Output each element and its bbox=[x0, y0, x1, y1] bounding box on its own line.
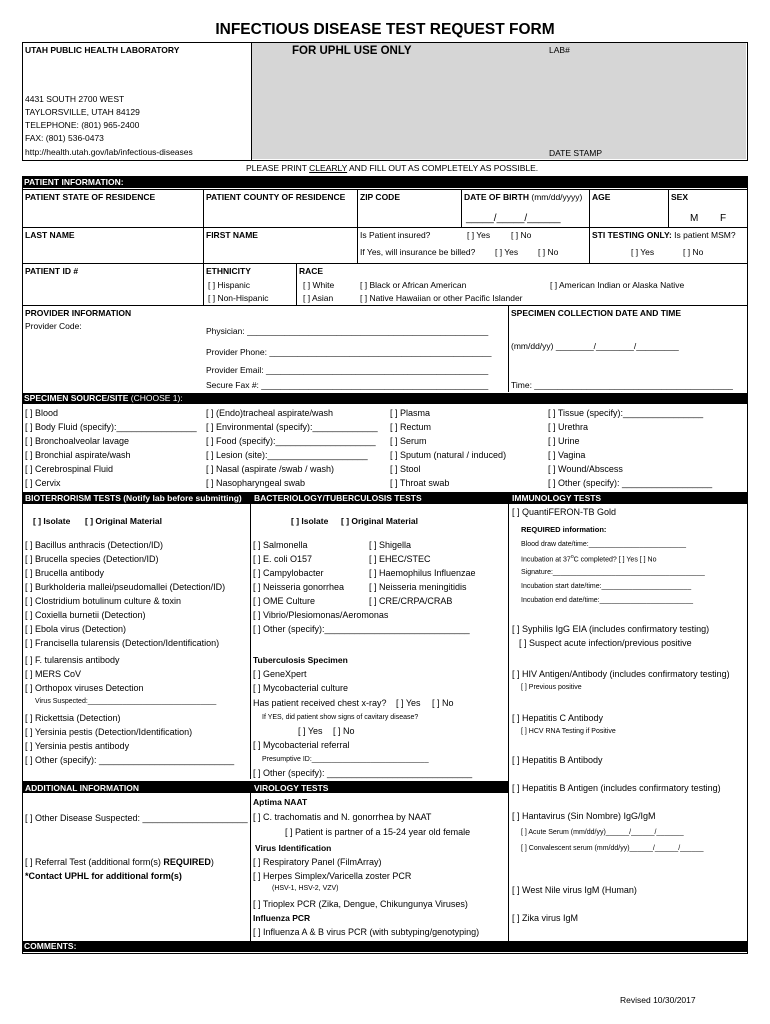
uphl-use-only: FOR UPHL USE ONLY bbox=[292, 45, 412, 57]
race-hawaiian[interactable]: [ ] Native Hawaiian or other Pacific Islander bbox=[360, 293, 523, 303]
bacteriology-header: BACTERIOLOGY/TUBERCULOSIS TESTS bbox=[254, 493, 422, 503]
race-label: RACE bbox=[299, 266, 324, 276]
bact-ecoli[interactable]: [ ] E. coli O157 bbox=[253, 554, 313, 564]
immuno-hepb-antigen[interactable]: [ ] Hepatitis B Antigen (includes confirmatory testing) bbox=[512, 783, 721, 793]
source-food[interactable]: [ ] Food (specify):____________________ bbox=[206, 436, 376, 446]
immuno-incubation[interactable]: Incubation at 37$^o$C completed? [ ] Yes [ ] No bbox=[521, 554, 657, 564]
bact-salmonella[interactable]: [ ] Salmonella bbox=[253, 540, 308, 550]
msm-yes[interactable]: [ ] Yes bbox=[631, 247, 655, 257]
dob-field[interactable]: _____/_____/______ bbox=[466, 213, 561, 224]
virology-herpes[interactable]: [ ] Herpes Simplex/Varicella zoster PCR bbox=[253, 871, 412, 881]
source-csf[interactable]: [ ] Cerebrospinal Fluid bbox=[25, 464, 114, 474]
ethnicity-label: ETHNICITY bbox=[206, 266, 251, 276]
dob-label: DATE OF BIRTH (mm/dd/yyyy) bbox=[464, 192, 583, 202]
source-urine[interactable]: [ ] Urine bbox=[548, 436, 580, 446]
secure-fax-field[interactable]: Secure Fax #: ________________________________________________ bbox=[206, 380, 489, 390]
bio-yersinia[interactable]: [ ] Yersinia pestis (Detection/Identification) bbox=[25, 727, 193, 737]
lab-telephone: TELEPHONE: (801) 965-2400 bbox=[25, 120, 140, 130]
source-plasma[interactable]: [ ] Plasma bbox=[390, 408, 431, 418]
virology-header: VIROLOGY TESTS bbox=[254, 783, 329, 793]
bio-burkholderia[interactable]: [ ] Burkholderia mallei/pseudomallei (Detection/ID) bbox=[25, 582, 226, 592]
comments-area[interactable] bbox=[22, 953, 746, 957]
bact-other[interactable]: [ ] Other (specify):_____________________________ bbox=[253, 624, 470, 634]
bact-ehec[interactable]: [ ] EHEC/STEC bbox=[369, 554, 431, 564]
bio-ebola[interactable]: [ ] Ebola virus (Detection) bbox=[25, 624, 127, 634]
bact-haemophilus[interactable]: [ ] Haemophilus Influenzae bbox=[369, 568, 476, 578]
immuno-quantiferon[interactable]: [ ] QuantiFERON-TB Gold bbox=[512, 507, 617, 517]
xray-question: Has patient received chest x-ray? bbox=[253, 698, 387, 708]
tb-other[interactable]: [ ] Other (specify): _____________________________ bbox=[253, 768, 473, 778]
immuno-hepc[interactable]: [ ] Hepatitis C Antibody bbox=[512, 713, 604, 723]
sex-label: SEX bbox=[671, 192, 689, 202]
last-name-label: LAST NAME bbox=[25, 230, 75, 240]
bact-isolate[interactable]: [ ] Isolate bbox=[291, 516, 329, 526]
race-white[interactable]: [ ] White bbox=[303, 280, 335, 290]
lab-url[interactable]: http://health.utah.gov/lab/infectious-diseases bbox=[25, 147, 193, 157]
bio-rickettsia[interactable]: [ ] Rickettsia (Detection) bbox=[25, 713, 121, 723]
provider-info-label: PROVIDER INFORMATION bbox=[25, 308, 132, 318]
bact-shigella[interactable]: [ ] Shigella bbox=[369, 540, 412, 550]
immuno-syphilis[interactable]: [ ] Syphilis IgG EIA (includes confirmatory testing) bbox=[512, 624, 710, 634]
source-serum[interactable]: [ ] Serum bbox=[390, 436, 427, 446]
source-tracheal[interactable]: [ ] (Endo)tracheal aspirate/wash bbox=[206, 408, 334, 418]
immuno-acute-serum[interactable]: [ ] Acute Serum (mm/dd/yy)______/______/_______ bbox=[521, 829, 684, 836]
virology-ct-ng[interactable]: [ ] C. trachomatis and N. gonorrhea by NAAT bbox=[253, 812, 432, 822]
first-name-label: FIRST NAME bbox=[206, 230, 258, 240]
referral-test[interactable]: [ ] Referral Test (additional form(s) REQUIRED) bbox=[25, 857, 214, 867]
bact-original-material[interactable]: [ ] Original Material bbox=[341, 516, 418, 526]
immuno-blood-draw[interactable]: Blood draw date/time:_________________________ bbox=[521, 541, 687, 548]
bio-original-material[interactable]: [ ] Original Material bbox=[85, 516, 162, 526]
print-instruction: PLEASE PRINT CLEARLY AND FILL OUT AS COMPLETELY AS POSSIBLE. bbox=[246, 163, 539, 173]
specimen-source-header: SPECIMEN SOURCE/SITE (CHOOSE 1): bbox=[22, 393, 748, 404]
immuno-inc-start[interactable]: Incubation start date/time:_______________________ bbox=[521, 583, 692, 590]
collection-date-label: SPECIMEN COLLECTION DATE AND TIME bbox=[511, 308, 681, 318]
source-stool[interactable]: [ ] Stool bbox=[390, 464, 421, 474]
tb-myco-culture[interactable]: [ ] Mycobacterial culture bbox=[253, 683, 349, 693]
bio-virus-suspected[interactable]: Virus Suspected:_________________________________ bbox=[35, 698, 217, 705]
form-title: INFECTIOUS DISEASE TEST REQUEST FORM bbox=[215, 21, 555, 38]
sex-male-option[interactable]: M bbox=[690, 213, 699, 224]
race-black[interactable]: [ ] Black or African American bbox=[360, 280, 467, 290]
tb-header: Tuberculosis Specimen bbox=[253, 655, 348, 665]
sti-msm-question: STI TESTING ONLY: Is patient MSM? bbox=[592, 230, 736, 240]
lab-address1: 4431 SOUTH 2700 WEST bbox=[25, 94, 125, 104]
uphl-use-area bbox=[252, 43, 746, 159]
immuno-inc-end[interactable]: Incubation end date/time:________________________ bbox=[521, 597, 694, 604]
billed-no[interactable]: [ ] No bbox=[538, 247, 559, 257]
ethnicity-hispanic[interactable]: [ ] Hispanic bbox=[208, 280, 251, 290]
billed-question: If Yes, will insurance be billed? bbox=[360, 247, 476, 257]
patient-id-label: PATIENT ID # bbox=[25, 266, 79, 276]
msm-no[interactable]: [ ] No bbox=[683, 247, 704, 257]
provider-code-label: Provider Code: bbox=[25, 321, 82, 331]
virology-trioplex[interactable]: [ ] Trioplex PCR (Zika, Dengue, Chikungunya Viruses) bbox=[253, 899, 468, 909]
other-disease-suspected[interactable]: [ ] Other Disease Suspected: _____________________ bbox=[25, 813, 248, 823]
source-rectum[interactable]: [ ] Rectum bbox=[390, 422, 432, 432]
lab-address2: TAYLORSVILLE, UTAH 84129 bbox=[25, 107, 140, 117]
aptima-header: Aptima NAAT bbox=[253, 797, 308, 807]
influenza-header: Influenza PCR bbox=[253, 913, 311, 923]
immuno-hcv-rna[interactable]: [ ] HCV RNA Testing if Positive bbox=[521, 728, 616, 735]
immuno-west-nile[interactable]: [ ] West Nile virus IgM (Human) bbox=[512, 885, 637, 895]
xray-yes[interactable]: [ ] Yes bbox=[396, 698, 421, 708]
immunology-header: IMMUNOLOGY TESTS bbox=[512, 493, 602, 503]
collection-date-field[interactable]: (mm/dd/yy) ________/________/_________ bbox=[511, 341, 679, 351]
source-urethra[interactable]: [ ] Urethra bbox=[548, 422, 589, 432]
additional-info-header: ADDITIONAL INFORMATION bbox=[25, 783, 139, 793]
virology-respiratory[interactable]: [ ] Respiratory Panel (FilmArray) bbox=[253, 857, 382, 867]
virology-influenza[interactable]: [ ] Influenza A & B virus PCR (with subtyping/genotyping) bbox=[253, 927, 480, 937]
immuno-convalescent-serum[interactable]: [ ] Convalescent serum (mm/dd/yy)______/______/______ bbox=[521, 845, 704, 852]
source-tissue[interactable]: [ ] Tissue (specify):________________ bbox=[548, 408, 704, 418]
virology-partner[interactable]: [ ] Patient is partner of a 15-24 year old female bbox=[285, 827, 471, 837]
virology-hsv-note: (HSV-1, HSV-2, VZV) bbox=[272, 885, 339, 892]
insured-yes[interactable]: [ ] Yes bbox=[467, 230, 491, 240]
bio-botulinum[interactable]: [ ] Clostridium botulinum culture & toxin bbox=[25, 596, 182, 606]
bact-vibrio[interactable]: [ ] Vibrio/Plesiomonas/Aeromonas bbox=[253, 610, 389, 620]
bio-isolate[interactable]: [ ] Isolate bbox=[33, 516, 71, 526]
source-sputum[interactable]: [ ] Sputum (natural / induced) bbox=[390, 450, 507, 460]
source-environmental[interactable]: [ ] Environmental (specify):_____________ bbox=[206, 422, 378, 432]
immuno-zika[interactable]: [ ] Zika virus IgM bbox=[512, 913, 579, 923]
bio-brucella[interactable]: [ ] Brucella species (Detection/ID) bbox=[25, 554, 159, 564]
race-asian[interactable]: [ ] Asian bbox=[303, 293, 334, 303]
lab-fax: FAX: (801) 536-0473 bbox=[25, 133, 104, 143]
collection-time-field[interactable]: Time: __________________________________________ bbox=[511, 380, 733, 390]
lab-number-label: LAB# bbox=[549, 45, 570, 55]
source-nasal[interactable]: [ ] Nasal (aspirate /swab / wash) bbox=[206, 464, 335, 474]
provider-email-field[interactable]: Provider Email: _______________________________________________ bbox=[206, 365, 489, 375]
bio-mers[interactable]: [ ] MERS CoV bbox=[25, 669, 82, 679]
source-cervix[interactable]: [ ] Cervix bbox=[25, 478, 61, 488]
patient-info-header: PATIENT INFORMATION: bbox=[22, 177, 748, 188]
immuno-signature[interactable]: Signature:_______________________________________ bbox=[521, 569, 705, 576]
bio-coxiella[interactable]: [ ] Coxiella burnetii (Detection) bbox=[25, 610, 146, 620]
source-vagina[interactable]: [ ] Vagina bbox=[548, 450, 586, 460]
immuno-hepb[interactable]: [ ] Hepatitis B Antibody bbox=[512, 755, 603, 765]
zip-code-label: ZIP CODE bbox=[360, 192, 400, 202]
revision-date: Revised 10/30/2017 bbox=[620, 995, 696, 1005]
bact-campylobacter[interactable]: [ ] Campylobacter bbox=[253, 568, 324, 578]
ethnicity-non-hispanic[interactable]: [ ] Non-Hispanic bbox=[208, 293, 269, 303]
bio-orthopox[interactable]: [ ] Orthopox viruses Detection bbox=[25, 683, 144, 693]
bact-gonorrhea[interactable]: [ ] Neisseria gonorrhea bbox=[253, 582, 345, 592]
source-blood[interactable]: [ ] Blood bbox=[25, 408, 59, 418]
tb-genexpert[interactable]: [ ] GeneXpert bbox=[253, 669, 307, 679]
insured-no[interactable]: [ ] No bbox=[511, 230, 532, 240]
source-other[interactable]: [ ] Other (specify): __________________ bbox=[548, 478, 713, 488]
sex-female-option[interactable]: F bbox=[720, 213, 727, 224]
bio-francisella[interactable]: [ ] Francisella tularensis (Detection/Identification) bbox=[25, 638, 220, 648]
tb-myco-referral[interactable]: [ ] Mycobacterial referral bbox=[253, 740, 350, 750]
insured-question: Is Patient insured? bbox=[360, 230, 431, 240]
bio-other[interactable]: [ ] Other (specify): ___________________________ bbox=[25, 755, 235, 765]
date-stamp-label: DATE STAMP bbox=[549, 148, 603, 158]
bio-tularensis-ab[interactable]: [ ] F. tularensis antibody bbox=[25, 655, 120, 665]
immuno-required-info: REQUIRED information: bbox=[521, 525, 607, 534]
lab-name: UTAH PUBLIC HEALTH LABORATORY bbox=[25, 45, 180, 55]
tb-presumptive-id[interactable]: Presumptive ID:______________________________ bbox=[262, 756, 429, 763]
source-nasopharyngeal[interactable]: [ ] Nasopharyngeal swab bbox=[206, 478, 306, 488]
source-body-fluid[interactable]: [ ] Body Fluid (specify):________________ bbox=[25, 422, 197, 432]
immuno-hiv[interactable]: [ ] HIV Antigen/Antibody (includes confirmatory testing) bbox=[512, 669, 730, 679]
virus-id-header: Virus Identification bbox=[255, 843, 332, 853]
immuno-previous-positive[interactable]: [ ] Previous positive bbox=[521, 684, 582, 691]
physician-field[interactable]: Physician: ___________________________________________________ bbox=[206, 326, 489, 336]
source-wound[interactable]: [ ] Wound/Abscess bbox=[548, 464, 623, 474]
xray-no[interactable]: [ ] No bbox=[432, 698, 454, 708]
provider-phone-field[interactable]: Provider Phone: _______________________________________________ bbox=[206, 347, 492, 357]
cavitary-yes[interactable]: [ ] Yes bbox=[298, 726, 323, 736]
state-of-residence-label: PATIENT STATE OF RESIDENCE bbox=[25, 192, 156, 202]
bio-brucella-ab[interactable]: [ ] Brucella antibody bbox=[25, 568, 105, 578]
source-bal[interactable]: [ ] Bronchoalveolar lavage bbox=[25, 436, 130, 446]
bact-meningitidis[interactable]: [ ] Neisseria meningitidis bbox=[369, 582, 467, 592]
cavitary-no[interactable]: [ ] No bbox=[333, 726, 355, 736]
county-of-residence-label: PATIENT COUNTY OF RESIDENCE bbox=[206, 192, 346, 202]
source-bronchial[interactable]: [ ] Bronchial aspirate/wash bbox=[25, 450, 131, 460]
bioterrorism-header: BIOTERRORISM TESTS (Notify lab before submitting) bbox=[25, 493, 242, 503]
race-american-indian[interactable]: [ ] American Indian or Alaska Native bbox=[550, 280, 685, 290]
bio-anthracis[interactable]: [ ] Bacillus anthracis (Detection/ID) bbox=[25, 540, 164, 550]
bio-yersinia-ab[interactable]: [ ] Yersinia pestis antibody bbox=[25, 741, 130, 751]
immuno-hantavirus[interactable]: [ ] Hantavirus (Sin Nombre) IgG/IgM bbox=[512, 811, 656, 821]
cavitary-question: If YES, did patient show signs of cavitary disease? bbox=[262, 714, 419, 721]
source-lesion[interactable]: [ ] Lesion (site):____________________ bbox=[206, 450, 368, 460]
bact-ome[interactable]: [ ] OME Culture bbox=[253, 596, 316, 606]
age-label: AGE bbox=[592, 192, 611, 202]
contact-uphl-note: *Contact UPHL for additional form(s) bbox=[25, 871, 182, 881]
immuno-suspect-acute[interactable]: [ ] Suspect acute infection/previous positive bbox=[519, 638, 692, 648]
billed-yes[interactable]: [ ] Yes bbox=[495, 247, 519, 257]
source-throat[interactable]: [ ] Throat swab bbox=[390, 478, 450, 488]
comments-header: COMMENTS: bbox=[22, 941, 748, 952]
bact-cre[interactable]: [ ] CRE/CRPA/CRAB bbox=[369, 596, 453, 606]
